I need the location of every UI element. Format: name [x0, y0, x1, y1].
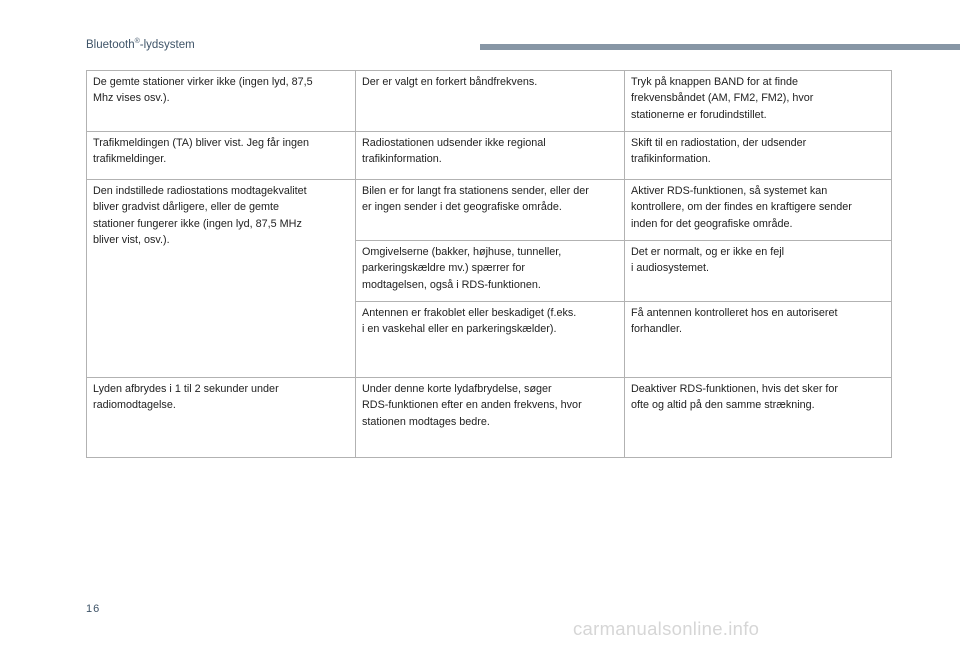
table-row — [87, 378, 892, 458]
solution-cell: Få antennen kontrolleret hos en autoriseret forhandler. — [625, 302, 892, 378]
registered-mark: ® — [134, 38, 140, 45]
table-row — [87, 180, 892, 241]
cause-cell: Antennen er frakoblet eller beskadiget (f.eks. i en vaskehal eller en parkeringskælder). — [356, 302, 625, 378]
table-row — [87, 132, 892, 180]
problem-cell: Den indstillede radiostations modtagekvalitet bliver gradvist dårligere, eller de gemte stationer fungerer ikke (ingen lyd, 87,5 MHz bliver vist, osv.). — [87, 180, 356, 378]
header-accent-bar — [480, 44, 960, 50]
watermark: carmanualsonline.info — [573, 618, 760, 639]
page-number: 16 — [86, 603, 101, 615]
section-title — [86, 38, 195, 51]
solution-cell: Det er normalt, og er ikke en fejl i audiosystemet. — [625, 241, 892, 302]
cause-cell: Under denne korte lydafbrydelse, søger RDS-funktionen efter en anden frekvens, hvor stationen modtages bedre. — [356, 378, 625, 458]
solution-cell: Tryk på knappen BAND for at finde frekvensbåndet (AM, FM2, FM2), hvor stationerne er forudindstillet. — [625, 71, 892, 132]
solution-cell: Skift til en radiostation, der udsender trafikinformation. — [625, 132, 892, 180]
cause-cell: Der er valgt en forkert båndfrekvens. — [356, 71, 625, 132]
troubleshooting-table — [86, 70, 892, 458]
table-row — [87, 71, 892, 132]
problem-cell: Lyden afbrydes i 1 til 2 sekunder under radiomodtagelse. — [87, 378, 356, 458]
cause-cell: Omgivelserne (bakker, højhuse, tunneller, parkeringskældre mv.) spærrer for modtagelsen, også i RDS-funktionen. — [356, 241, 625, 302]
cause-cell: Bilen er for langt fra stationens sender, eller der er ingen sender i det geografiske område. — [356, 180, 625, 241]
solution-cell: Aktiver RDS-funktionen, så systemet kan kontrollere, om der findes en kraftigere sender inden for det geografiske område. — [625, 180, 892, 241]
problem-cell: Trafikmeldingen (TA) bliver vist. Jeg får ingen trafikmeldinger. — [87, 132, 356, 180]
section-title-main: Bluetooth — [86, 38, 135, 51]
problem-cell: De gemte stationer virker ikke (ingen lyd, 87,5 Mhz vises osv.). — [87, 71, 356, 132]
solution-cell: Deaktiver RDS-funktionen, hvis det sker for ofte og altid på den samme strækning. — [625, 378, 892, 458]
section-title-rest: -lydsystem — [139, 38, 195, 51]
cause-cell: Radiostationen udsender ikke regional trafikinformation. — [356, 132, 625, 180]
